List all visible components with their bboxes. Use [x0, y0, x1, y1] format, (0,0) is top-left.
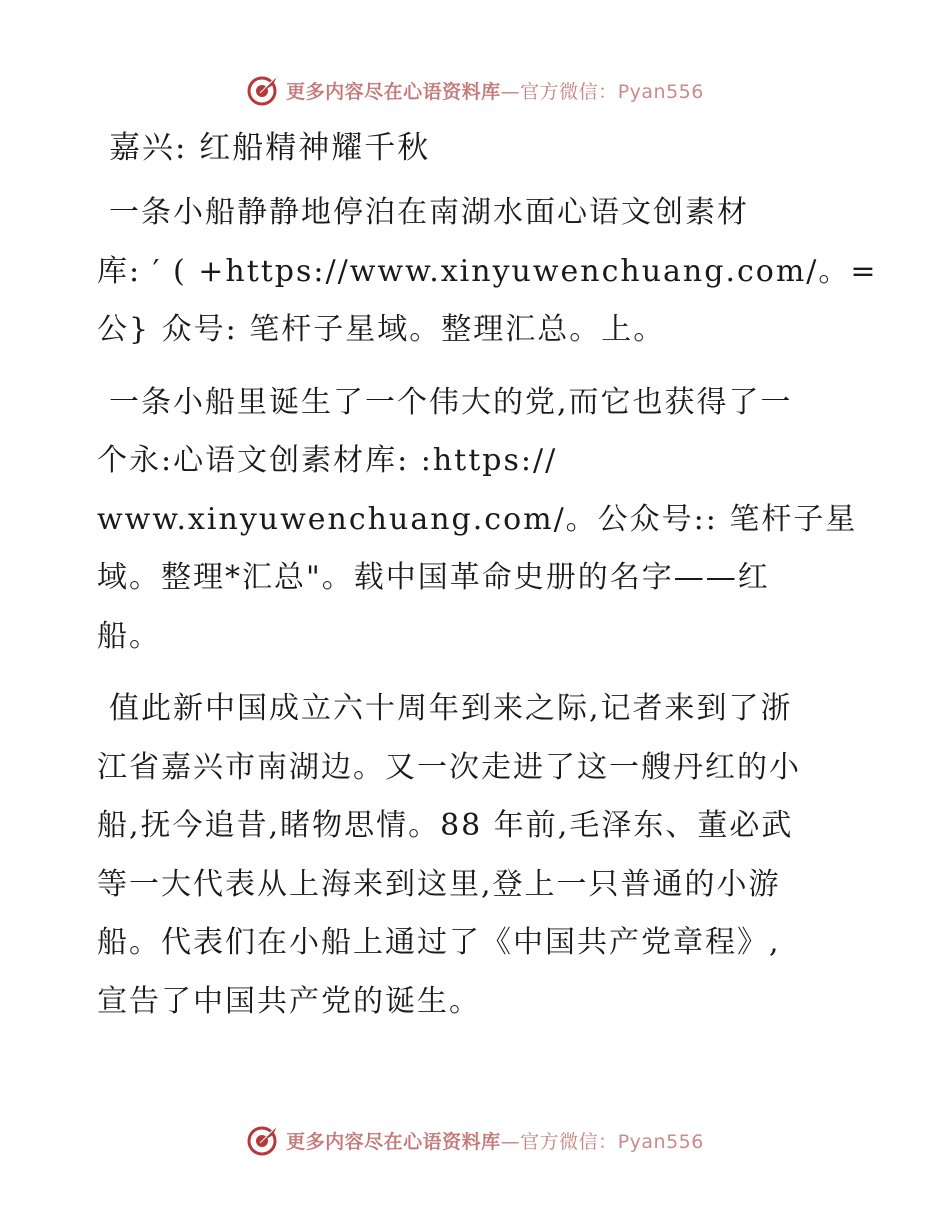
- paragraph-line: 船。代表们在小船上通过了《中国共产党章程》,: [97, 925, 781, 960]
- banner-text: [286, 1127, 704, 1154]
- paragraph-line: 船。: [97, 618, 161, 654]
- paragraph-2: [97, 374, 857, 667]
- article: [97, 122, 878, 1045]
- header-banner: [0, 70, 950, 110]
- paragraph-line: 宣告了中国共产党的诞生。: [97, 983, 481, 1019]
- paragraph-line: 公} 众号: 笔杆子星域。整理汇总。上。: [97, 312, 666, 347]
- banner-wechat-handle: Pyan556: [617, 80, 704, 103]
- banner-official-label: 官方微信：: [520, 1130, 618, 1153]
- banner-main-text: 更多内容尽在心语资料库: [286, 1130, 501, 1153]
- paragraph-line: www.xinyuwenchuang.com/。公众号:: 笔杆子星: [97, 501, 858, 537]
- quill-logo-icon: [246, 1123, 280, 1157]
- banner-dash: —: [500, 80, 521, 103]
- banner-wechat-handle: Pyan556: [617, 1130, 704, 1153]
- paragraph-1: [97, 184, 878, 360]
- paragraph-line: 等一大代表从上海来到这里,登上一只普通的小游: [97, 866, 781, 902]
- quill-logo-icon: [246, 73, 280, 107]
- paragraph-line: 江省嘉兴市南湖边。又一次走进了这一艘丹红的小: [97, 749, 801, 785]
- banner-dash: —: [500, 1130, 521, 1153]
- paragraph-line: 值此新中国成立六十周年到来之际,记者来到了浙: [109, 691, 793, 726]
- paragraph-line: 域。整理*汇总"。载中国革命史册的名字——红: [97, 560, 770, 595]
- paragraph-line: 船,抚今追昔,睹物思情。88 年前,毛泽东、董必武: [97, 808, 794, 843]
- paragraph-line: 一条小船静静地停泊在南湖水面心语文创素材: [109, 195, 749, 230]
- paragraph-line: 库: ′ ( +https://www.xinyuwenchuang.com/。=: [97, 253, 878, 289]
- footer-banner: [0, 1120, 950, 1160]
- banner-main-text: 更多内容尽在心语资料库: [286, 80, 501, 103]
- paragraph-line: 一条小船里诞生了一个伟大的党,而它也获得了一: [109, 384, 793, 420]
- paragraph-3: [97, 680, 857, 1031]
- banner-official-label: 官方微信：: [520, 80, 618, 103]
- paragraph-line: 个永:心语文创素材库: :https://: [97, 443, 558, 478]
- banner-text: [286, 77, 704, 104]
- article-title: 嘉兴: 红船精神耀千秋: [109, 130, 431, 166]
